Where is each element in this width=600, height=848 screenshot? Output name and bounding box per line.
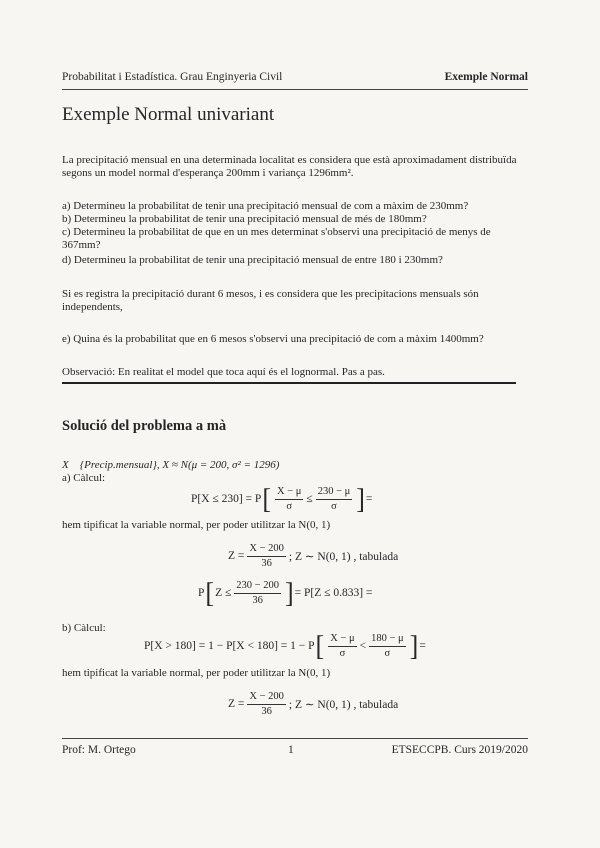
frac-den: 36 — [261, 557, 272, 569]
part-a-label: a) Càlcul: — [62, 472, 106, 484]
fraction-z — [247, 691, 286, 718]
equation-a1 — [191, 484, 372, 514]
frac-num: X − μ — [275, 486, 303, 500]
eq-b1-lhs: P[X > 180] = 1 − P[X < 180] = 1 − P — [144, 640, 315, 652]
page-header — [62, 71, 528, 89]
equals-symbol: = — [365, 493, 373, 505]
frac-num: X − 200 — [247, 691, 286, 705]
page-number: 1 — [288, 744, 294, 756]
frac-den: σ — [339, 647, 346, 659]
document-title: Exemple Normal univariant — [62, 104, 275, 125]
question-d: d) Determineu la probabilitat de tenir una precipitació mensual de entre 180 i 230mm? — [62, 254, 443, 266]
footer-author: Prof: M. Ortego — [62, 744, 136, 756]
z-tabulated: ; Z ∼ N(0, 1) , tabulada — [288, 551, 399, 563]
variable-definition — [62, 459, 279, 471]
z-leq: Z ≤ — [215, 587, 232, 599]
frac-den: σ — [384, 647, 391, 659]
header-rule — [62, 89, 528, 90]
section-rule — [62, 382, 516, 384]
fraction-180 — [369, 633, 406, 660]
fraction-standardized — [328, 633, 356, 660]
eq-a1-lhs: P[X ≤ 230] = P — [191, 493, 262, 505]
solution-heading: Solució del problema a mà — [62, 418, 227, 434]
bracket-open: [ — [205, 576, 215, 609]
observation-note: Observació: En realitat el model que toca aquí és el lognormal. Pas a pas. — [62, 366, 385, 378]
b-tail: = — [419, 640, 426, 652]
z-def-lhs: Z = — [228, 550, 245, 562]
bracket-close: ] — [284, 576, 294, 609]
equation-a2 — [198, 577, 372, 609]
bracket-open: [ — [315, 629, 325, 662]
fraction-a2 — [234, 580, 281, 607]
frac-den: 36 — [252, 594, 263, 606]
a-result: = P[Z ≤ 0.833] = — [294, 587, 373, 599]
fraction-z — [247, 543, 286, 570]
question-a: a) Determineu la probabilitat de tenir una precipitació mensual de com a màxim de 230mm? — [62, 200, 469, 212]
part-b-label: b) Càlcul: — [62, 622, 106, 634]
prob-p: P — [198, 587, 205, 599]
equation-z-def-2 — [228, 689, 398, 719]
standardize-note-2: hem tipificat la variable normal, per poder utilitzar la N(0, 1) — [62, 667, 331, 679]
var-x: X — [62, 459, 69, 471]
lt-symbol: < — [359, 640, 367, 652]
header-topic: Exemple Normal — [444, 71, 528, 83]
bracket-open: [ — [262, 482, 271, 515]
bracket-close: ] — [409, 629, 419, 662]
z-def-lhs: Z = — [228, 698, 245, 710]
z-tabulated: ; Z ∼ N(0, 1) , tabulada — [288, 699, 399, 711]
frac-num: 230 − μ — [316, 486, 353, 500]
frac-den: σ — [331, 500, 337, 512]
frac-num: 180 − μ — [369, 633, 406, 647]
footer-school: ETSECCPB. Curs 2019/2020 — [391, 744, 528, 756]
frac-num: 230 − 200 — [234, 580, 281, 594]
header-course: Probabilitat i Estadística. Grau Enginyeria Civil — [62, 71, 283, 83]
var-model: , X ≈ N(μ = 200, σ² = 1296) — [156, 459, 280, 471]
frac-num: X − 200 — [247, 543, 286, 557]
question-b: b) Determineu la probabilitat de tenir una precipitació mensual de més de 180mm? — [62, 213, 427, 225]
frac-den: 36 — [261, 705, 272, 717]
equation-b1 — [144, 630, 426, 662]
frac-den: σ — [286, 500, 293, 512]
standardize-note: hem tipificat la variable normal, per poder utilitzar la N(0, 1) — [62, 519, 331, 531]
fraction-230 — [316, 486, 353, 513]
question-c: c) Determineu la probabilitat de que en un mes determinat s'observi una precipitació de menys de 367mm? — [62, 226, 491, 252]
footer-rule — [62, 738, 528, 739]
intro-paragraph: La precipitació mensual en una determinada localitat es considera que està aproximadament distribuïda segons un model normal d'esperança 200mm i variança 1296mm². — [62, 154, 517, 180]
equation-z-def — [228, 541, 398, 571]
fraction-standardized — [275, 486, 303, 513]
bracket-close: ] — [356, 482, 365, 515]
months-paragraph: Si es registra la precipitació durant 6 mesos, i es considera que les precipitacions mensuals són independents, — [62, 288, 479, 314]
frac-num: X − μ — [328, 633, 356, 647]
var-name: {Precip.mensual} — [79, 459, 157, 471]
leq-symbol: ≤ — [306, 493, 313, 505]
question-e: e) Quina és la probabilitat que en 6 mesos s'observi una precipitació de com a màxim 1400mm? — [62, 333, 484, 345]
